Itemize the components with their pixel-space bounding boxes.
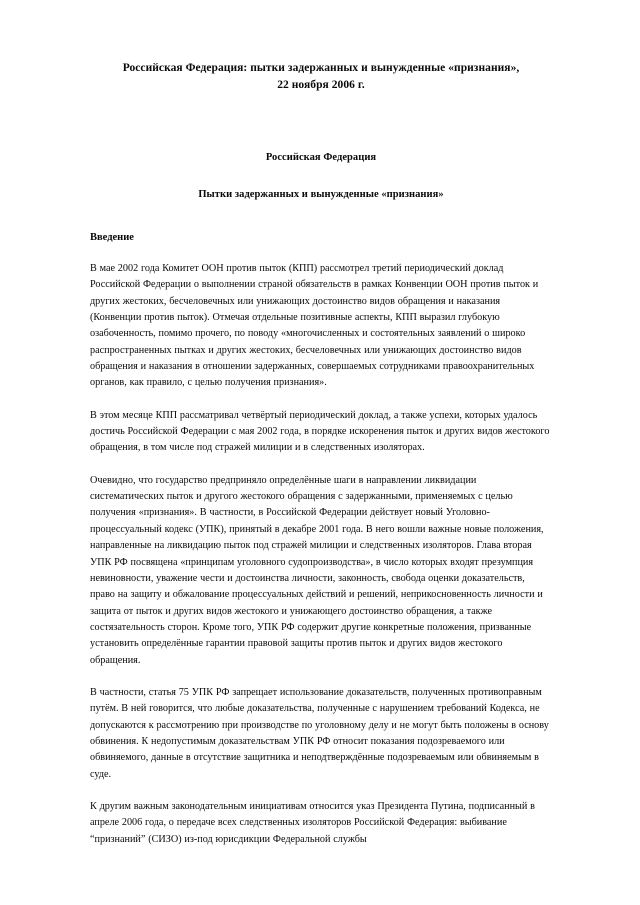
heading-spacer (90, 165, 552, 187)
body-paragraph-3: Очевидно, что государство предприняло определённые шаги в направлении ликвидации систематических пыток и другого жестокого обращения с задержанными, применяемых с целью получения «признания». В частности, в Российской Федерации действует новый Уголовно-процессуальный кодекс (УПК), принятый в декабре 2001 года. В него вошли важные новые положения, направленные на ликвидацию пыток под стражей милиции и следственных изоляторов. Глава вторая УПК РФ посвящена «принципам уголовного судопроизводства», в число которых входят презумпция невиновности, уважение чести и достоинства личности, законность, свобода оценки доказательств, право на защиту и обжалование процессуальных действий и решений, неприкосновенность личности и защита от пыток и других видов жестокого и унижающего достоинство обращения, а также состязательность сторон. Кроме того, УПК РФ содержит другие конкретные положения, призванные установить определённые гарантии правовой защиты против пыток и других видов жестокого обращения. (90, 474, 544, 666)
body-paragraph-4: В частности, статья 75 УПК РФ запрещает использование доказательств, полученных противоправным путём. В ней говорится, что любые доказательства, полученные с нарушением требований Кодекса, не допускаются к рассмотрению при производстве по уголовному делу и не могут быть положены в основу обвинения. К недопустимым доказательствам УПК РФ относит показания подозреваемого или обвиняемого, данные в отсутствие защитника и неподтверждённые подозреваемым или обвиняемым в суде. (90, 686, 549, 780)
document-title-line-1: Российская Федерация: пытки задержанных и вынужденные «признания», (122, 62, 520, 74)
body-paragraph-2: В этом месяце КПП рассматривал четвёртый периодический доклад, а также успехи, которых удалось достичь Российской Федерации с мая 2002 года, в порядке искоренения пыток и других видов жестокого обращения, в том числе под стражей милиции и в следственных изоляторах. (90, 409, 550, 454)
body-paragraph-5: К другим важным законодательным инициативам относится указ Президента Путина, подписанный в апреле 2006 года, о передаче всех следственных изоляторов Российской Федерация: выбивание “признаний” (СИЗО) из-под юрисдикции Федеральной службы (90, 800, 535, 845)
heading-subject: Пытки задержанных и вынужденные «признания» (198, 189, 444, 200)
heading-country: Российская Федерация (265, 152, 377, 163)
title-spacer (90, 94, 552, 150)
headings-bottom-spacer (90, 202, 552, 230)
document-title-line-2: 22 ноября 2006 г. (277, 79, 365, 91)
section-heading-introduction: Введение (90, 232, 134, 243)
body-paragraph-1: В мае 2002 года Комитет ООН против пыток (КПП) рассмотрел третий периодический доклад Российской Федерации о выполнении страной обязательств в рамках Конвенции ООН против пыток и других жестоких, бесчеловечных или унижающих достоинство видов обращения и наказания (Конвенции против пыток). Отмечая отдельные позитивные аспекты, КПП выразил глубокую озабоченность, помимо прочего, по поводу «многочисленных и состоятельных заявлений о широко распространенных пытках и других жестоких, бесчеловечных или унижающих достоинство видов обращения и наказания в отношении задержанных, совершаемых сотрудниками правоохранительных органов, как правило, с целью получения признания». (90, 263, 539, 389)
document-title (90, 60, 552, 94)
